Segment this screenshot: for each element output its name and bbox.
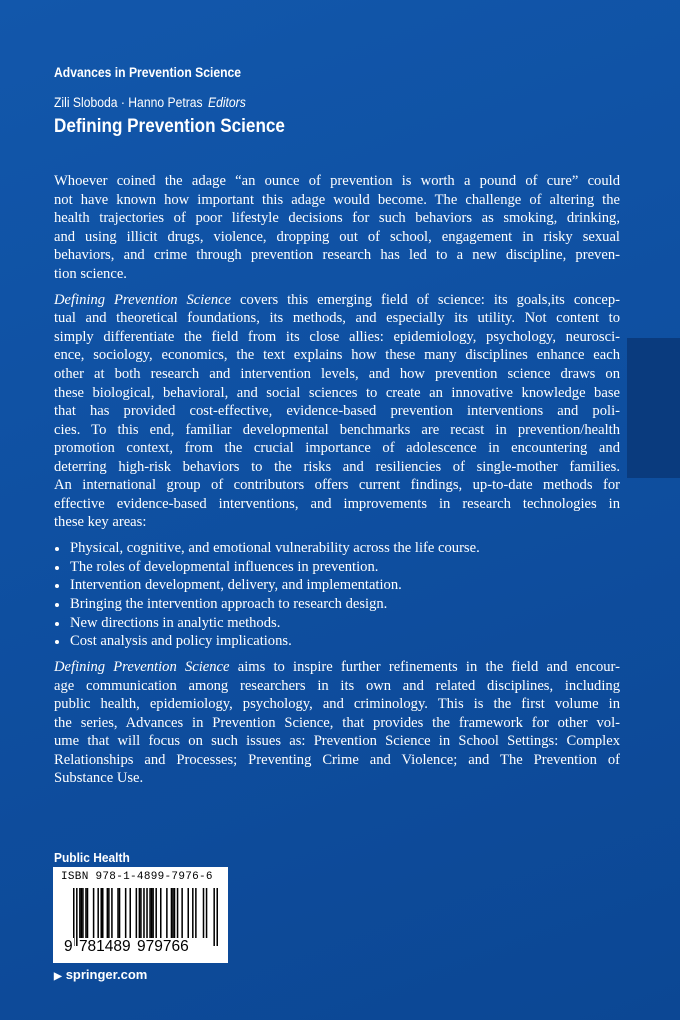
text-line — [54, 309, 620, 328]
barcode-bar — [151, 888, 153, 938]
text-line — [54, 209, 620, 228]
barcode-bar — [172, 888, 174, 938]
line-text: deterring high-risk behaviors to the risks and resiliencies of single-mother families. — [54, 458, 620, 475]
line-text: An international group of contributors offers current findings, up-to-date methods for — [54, 477, 620, 494]
barcode-bar — [85, 888, 87, 938]
isbn-barcode — [53, 867, 228, 963]
blurb — [54, 172, 620, 796]
barcode-bar — [129, 888, 131, 938]
text-line — [54, 246, 620, 265]
text-line — [54, 421, 620, 440]
barcode-bar — [119, 888, 121, 938]
book-title: Defining Prevention Science — [54, 116, 285, 137]
line-text: behaviors, and crime through prevention research has led to a new discipline, preven- — [54, 247, 620, 264]
line-text: covers this emerging field of science: its goals,its concep- — [231, 291, 620, 308]
spine-tab — [627, 338, 680, 478]
line-text: cies. To this end, familiar developmental benchmarks are recast in prevention/health — [54, 421, 620, 438]
line-text: promotion context, from the crucial importance of adolescence in encountering and — [54, 440, 620, 457]
text-line — [54, 769, 620, 788]
barcode-bar — [87, 888, 89, 938]
line-text: that has provided cost-effective, evidence-based prevention interventions and poli- — [54, 403, 620, 420]
line-text: public health, epidemiology, psychology, and criminology. This is the first volume in — [54, 696, 620, 713]
barcode-digits-right: 979766 — [136, 938, 189, 955]
barcode-bar — [149, 888, 151, 938]
list-item: Physical, cognitive, and emotional vulnerability across the life course. — [54, 539, 620, 558]
key-areas-list — [54, 539, 620, 650]
barcode-bar — [93, 888, 95, 938]
text-line — [54, 439, 620, 458]
barcode-digit-first: 9 — [64, 938, 73, 955]
barcode-bar — [102, 888, 104, 938]
barcode-bar — [155, 888, 157, 938]
line-text: the series, Advances in Prevention Science, that provides the framework for other vol- — [54, 714, 620, 731]
line-text: Whoever coined the adage “an ounce of prevention is worth a pound of cure” could — [54, 173, 620, 189]
line-text: not have known how important this adage would become. The challenge of altering the — [54, 191, 620, 208]
list-item: Intervention development, delivery, and implementation. — [54, 576, 620, 595]
text-line — [54, 346, 620, 365]
list-item: The roles of developmental influences in prevention. — [54, 558, 620, 577]
arrow-right-icon: ▶ — [54, 971, 62, 982]
text-line — [54, 677, 620, 696]
line-text: tual and theoretical foundations, its methods, and especially its utility. Not content to — [54, 310, 620, 327]
line-text: other at both research and intervention levels, and how prevention science draws on — [54, 365, 620, 382]
barcode-bar — [108, 888, 110, 938]
text-line — [54, 714, 620, 733]
line-text: ence, sociology, economics, the text explains how these many disciplines enhance each — [54, 347, 620, 364]
list-item: New directions in analytic methods. — [54, 614, 620, 633]
editors — [54, 95, 246, 110]
website-link[interactable] — [54, 967, 147, 982]
barcode-bar — [174, 888, 176, 938]
barcode-bar — [117, 888, 119, 938]
line-text: Substance Use. — [54, 770, 144, 787]
barcode-bar — [181, 888, 183, 938]
barcode-bar — [192, 888, 194, 938]
line-text: effective evidence-based interventions, and improvements in research technologies in — [54, 495, 620, 512]
line-text: these key areas: — [54, 514, 147, 531]
barcode-digits — [63, 938, 190, 956]
barcode-bar — [81, 888, 83, 938]
barcode-bar — [171, 888, 173, 938]
barcode-bar — [107, 888, 109, 938]
line-text: ume that will focus on such issues as: Prevention Science in School Settings: Complex — [54, 733, 620, 750]
text-line — [54, 365, 620, 384]
barcode-bar — [100, 888, 102, 938]
text-line — [54, 384, 620, 403]
text-line — [54, 513, 620, 532]
line-text: health trajectories of poor lifestyle decisions for such behaviors as smoking, drinking, — [54, 210, 620, 227]
barcode-bar — [216, 888, 218, 946]
barcode-bar — [140, 888, 142, 938]
text-line — [54, 476, 620, 495]
text-line — [54, 732, 620, 751]
text-line — [54, 172, 620, 191]
paragraph-overview — [54, 291, 620, 532]
text-line — [54, 495, 620, 514]
barcode-bar — [82, 888, 84, 938]
subject-label: Public Health — [54, 850, 130, 865]
barcode-bar — [139, 888, 141, 938]
list-item: Cost analysis and policy implications. — [54, 632, 620, 651]
barcode-bar — [111, 888, 113, 938]
barcode-bar — [213, 888, 215, 946]
barcode-bar — [136, 888, 138, 938]
barcode-bar — [187, 888, 189, 938]
text-line — [54, 751, 620, 770]
list-item: Bringing the intervention approach to research design. — [54, 595, 620, 614]
line-text: Relationships and Processes; Preventing Crime and Violence; and The Prevention of — [54, 751, 620, 768]
barcode-bar — [177, 888, 179, 938]
line-text: tion science. — [54, 265, 127, 282]
series-title: Advances in Prevention Science — [54, 65, 242, 80]
line-text: simply differentiate the field from its close allies: epidemiology, psychology, neurosci- — [54, 328, 620, 345]
text-line — [54, 191, 620, 210]
barcode-bar — [166, 888, 168, 938]
italic-title: Defining Prevention Science — [54, 659, 230, 676]
barcode-bar — [206, 888, 208, 938]
editors-role: Editors — [207, 95, 246, 110]
barcode-bar — [160, 888, 162, 938]
line-text: these biological, behavioral, and social sciences to create an innovative knowledge base — [54, 384, 620, 401]
barcode-bar — [97, 888, 99, 938]
barcode-digits-left: 781489 — [78, 938, 131, 955]
barcode-bar — [152, 888, 154, 938]
editor-names: Zili Sloboda · Hanno Petras — [54, 95, 203, 110]
line-text: aims to inspire further refinements in the field and encour- — [229, 659, 620, 676]
italic-title: Defining Prevention Science — [54, 291, 232, 308]
barcode-bar — [195, 888, 197, 938]
text-line — [54, 228, 620, 247]
paragraph-aims — [54, 658, 620, 788]
line-text: age communication among researchers in its own and related disciplines, including — [54, 677, 620, 694]
paragraph-intro — [54, 172, 620, 283]
text-line — [54, 402, 620, 421]
line-text: and using illicit drugs, violence, dropping out of school, engagement in risky sexual — [54, 228, 620, 245]
text-line — [54, 695, 620, 714]
website-text: springer.com — [65, 967, 148, 982]
text-line — [54, 265, 620, 284]
barcode-bar — [203, 888, 205, 938]
text-line — [54, 658, 620, 677]
text-line — [54, 328, 620, 347]
isbn-text: ISBN 978-1-4899-7976-6 — [61, 871, 213, 883]
text-line — [54, 458, 620, 477]
barcode-bar — [125, 888, 127, 938]
barcode-bar — [79, 888, 81, 938]
text-line — [54, 291, 620, 310]
